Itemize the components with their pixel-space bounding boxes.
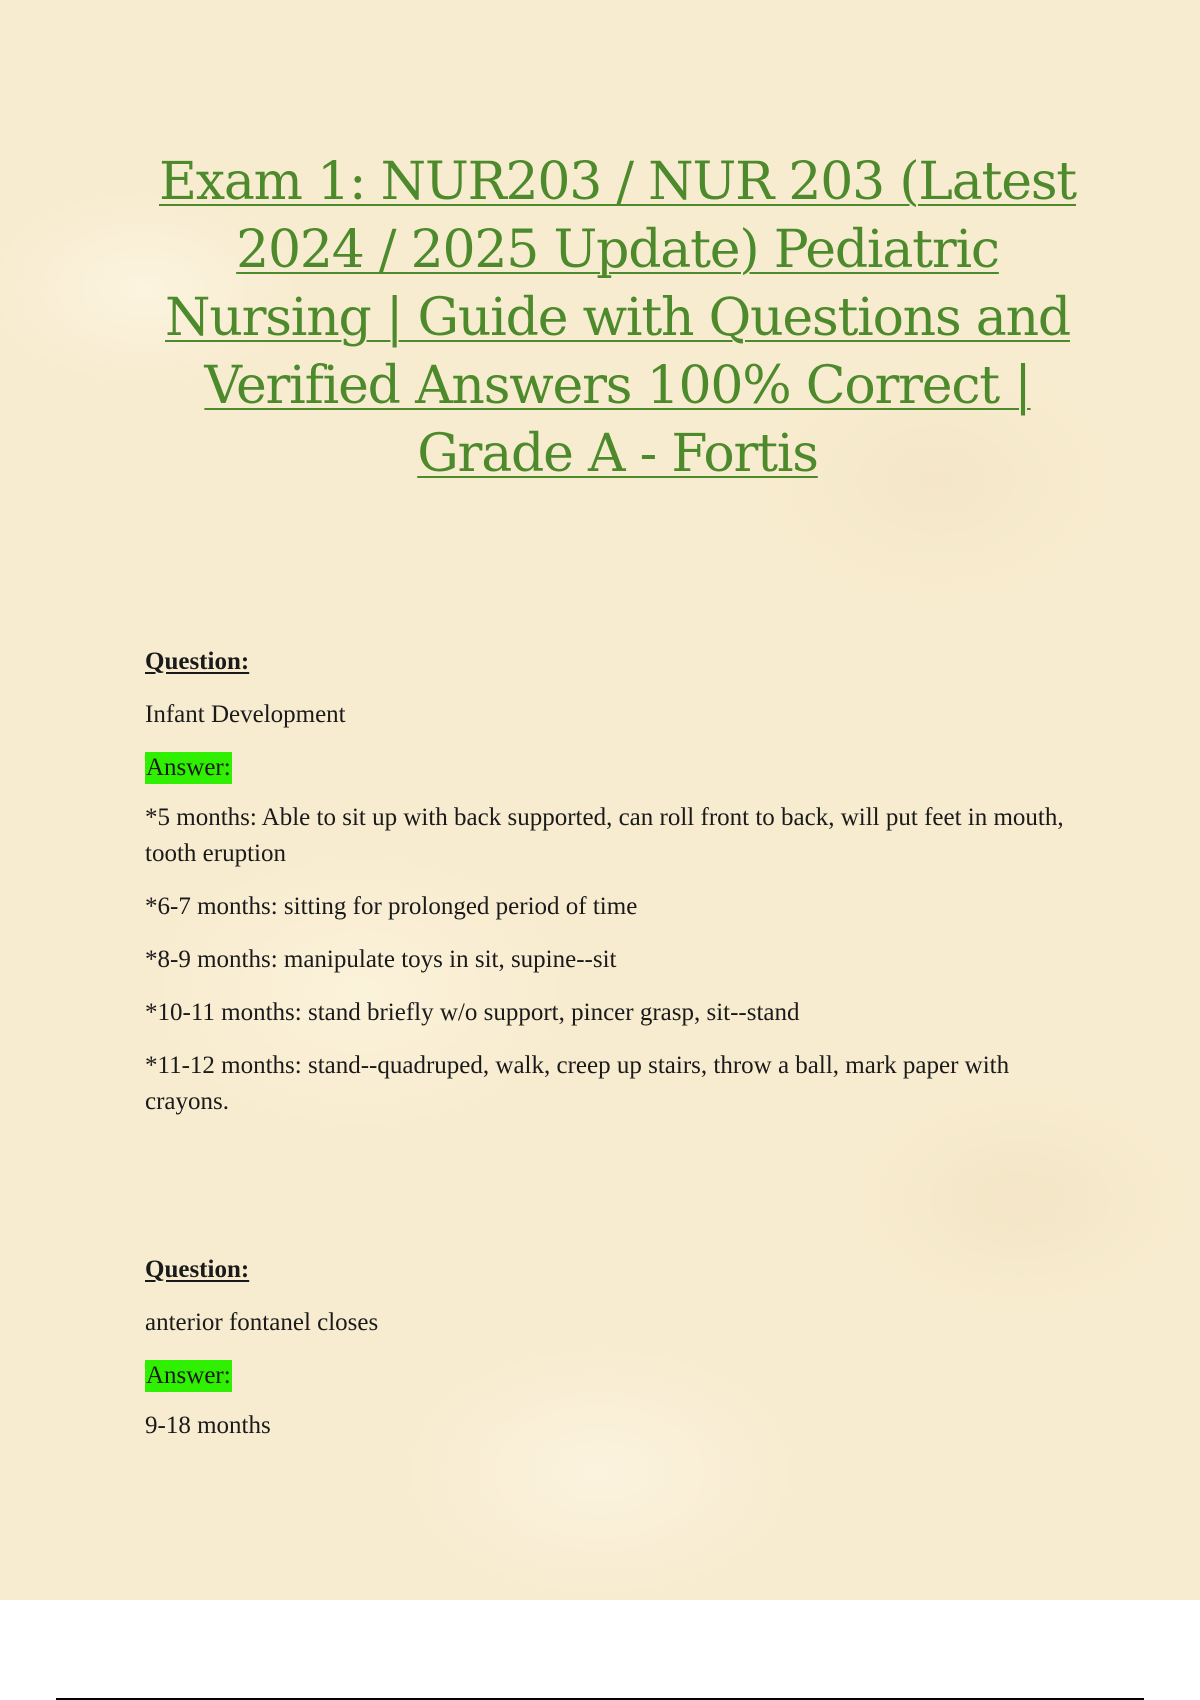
question-label: Question: <box>145 648 250 675</box>
document-title: Exam 1: NUR203 / NUR 203 (Latest 2024 / 2025 Update) Pediatric Nursing | Guide with Questions and Verified Answers 100% Correct | Grade A - Fortis <box>158 152 1077 484</box>
question-label: Question: <box>145 1256 250 1283</box>
answer-line: *5 months: Able to sit up with back supported, can roll front to back, will put feet in mouth, tooth eruption <box>145 804 1064 867</box>
answer-line: *8-9 months: manipulate toys in sit, supine--sit <box>145 946 617 973</box>
answer-label: Answer: <box>145 1360 232 1392</box>
question-text: Infant Development <box>145 701 346 728</box>
answer-line: *11-12 months: stand--quadruped, walk, creep up stairs, throw a ball, mark paper with crayons. <box>145 1052 1010 1115</box>
answer-label-wrapper <box>145 1358 1085 1394</box>
qa-block-infant-development <box>145 644 1085 1137</box>
answer-line: *6-7 months: sitting for prolonged period of time <box>145 893 638 920</box>
question-text: anterior fontanel closes <box>145 1309 379 1336</box>
answer-label-wrapper <box>145 750 1085 786</box>
answer-line: *10-11 months: stand briefly w/o support, pincer grasp, sit--stand <box>145 999 800 1026</box>
answer-label: Answer: <box>145 752 232 784</box>
answer-line: 9-18 months <box>145 1412 271 1439</box>
qa-block-anterior-fontanel <box>145 1252 1085 1461</box>
